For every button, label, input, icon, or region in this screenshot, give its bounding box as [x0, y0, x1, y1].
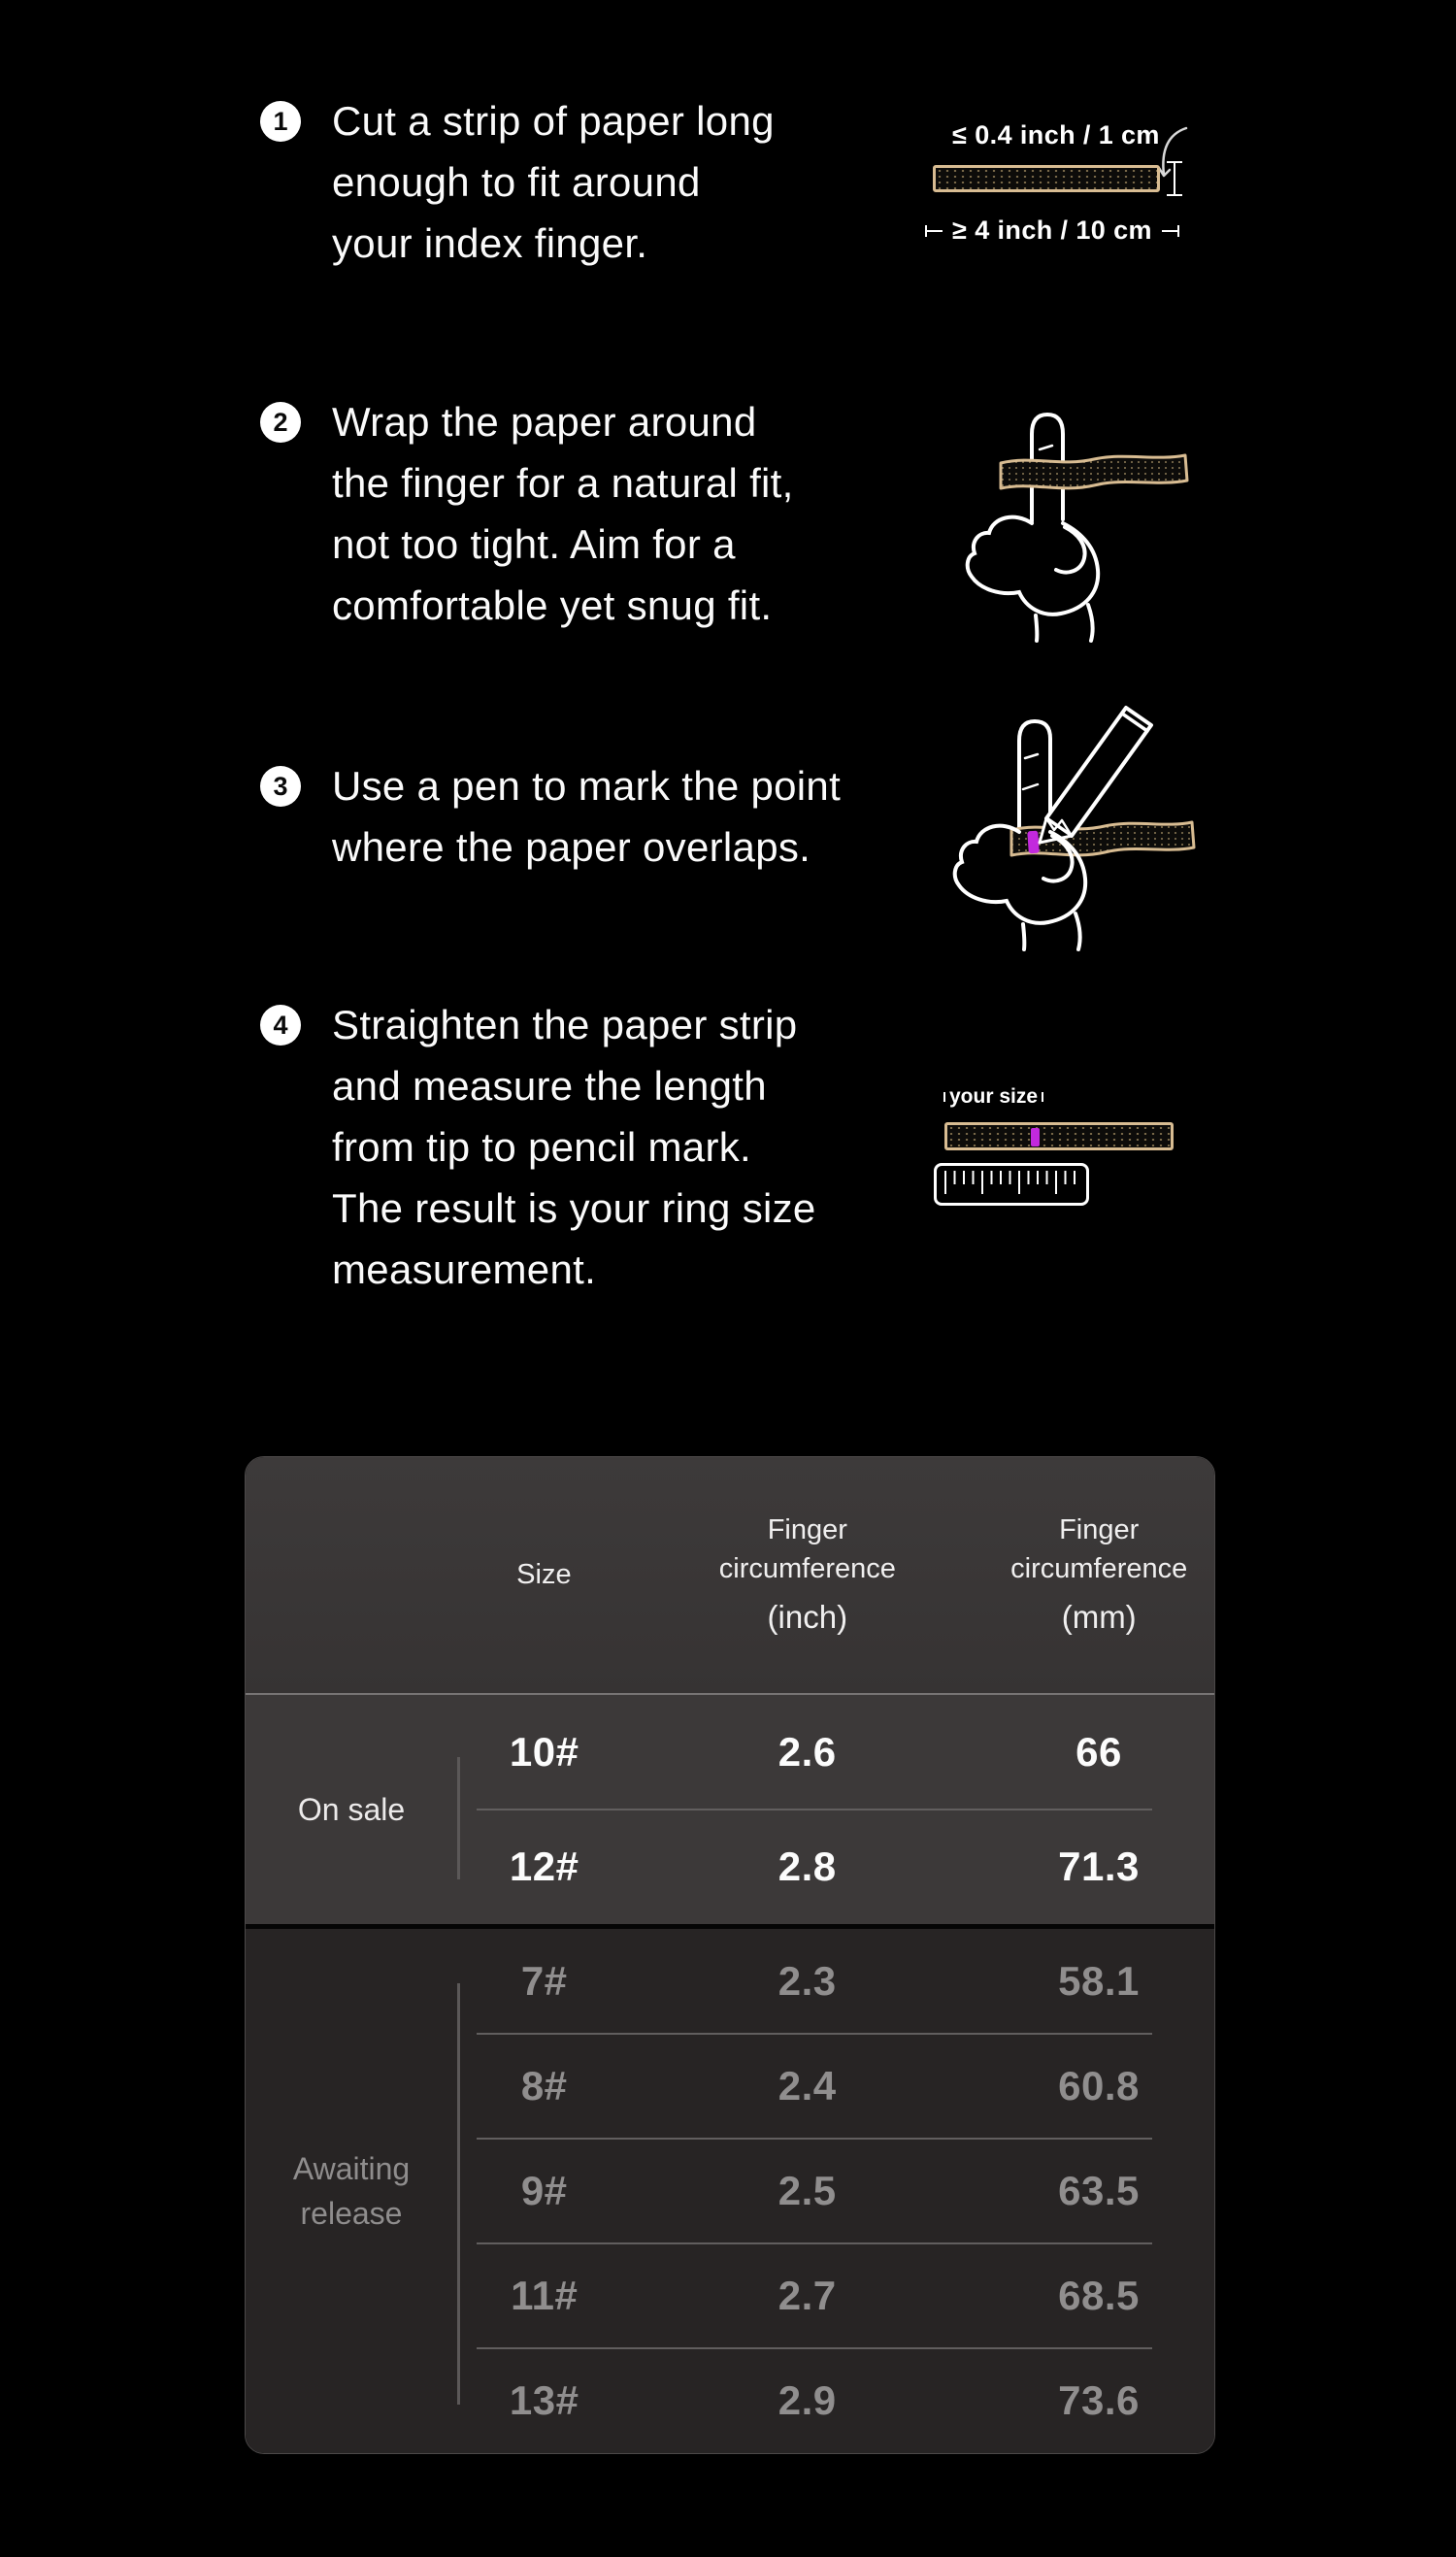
- cell-mm: 66: [1075, 1729, 1122, 1775]
- step-4-badge: 4: [260, 1005, 301, 1046]
- cell-inch: 2.3: [778, 1958, 837, 2004]
- cell-mm: 58.1: [1058, 1958, 1140, 2004]
- your-size-text: your size: [949, 1085, 1039, 1108]
- table-header: [246, 1457, 1214, 1695]
- step-4-line: and measure the length: [332, 1063, 767, 1109]
- ring-size-table: [245, 1456, 1215, 2454]
- pen-mark: [1027, 831, 1040, 854]
- cell-mm: 60.8: [1058, 2063, 1140, 2109]
- table-row: [457, 1695, 1214, 1810]
- step-1-badge: 1: [260, 101, 301, 142]
- cell-inch: 2.7: [778, 2273, 837, 2318]
- cell-inch: 2.5: [778, 2168, 837, 2213]
- awaiting-release-section: [246, 1929, 1214, 2453]
- hand-pen-illustration: [922, 673, 1208, 956]
- cell-size: 13#: [509, 2377, 579, 2423]
- cell-mm: 71.3: [1058, 1843, 1140, 1889]
- cell-mm: 63.5: [1058, 2168, 1140, 2213]
- on-sale-section: [246, 1695, 1214, 1924]
- col-header-mm: Finger circumference (mm): [1010, 1513, 1188, 1635]
- table-row: [457, 2139, 1214, 2243]
- step-3-badge: 3: [260, 766, 301, 807]
- ruler-icon: [934, 1163, 1089, 1206]
- table-row: [457, 2243, 1214, 2348]
- strip-width-label: ≤ 0.4 inch / 1 cm: [952, 120, 1160, 149]
- step-4-text: [332, 994, 816, 1300]
- step-2-line: not too tight. Aim for a: [332, 521, 736, 567]
- step-2-text: [332, 391, 794, 636]
- ruler-ticks-long: [944, 1171, 1078, 1194]
- pen-mark: [1031, 1128, 1040, 1146]
- cell-inch: 2.9: [778, 2377, 837, 2423]
- cell-inch: 2.8: [778, 1843, 837, 1889]
- group-label-on-sale: On sale: [297, 1791, 406, 1827]
- cell-size: 12#: [509, 1843, 579, 1889]
- table-row: [457, 2348, 1214, 2453]
- strip-length-label: [925, 216, 1179, 246]
- table-row: [457, 2034, 1214, 2139]
- paper-strip: [933, 165, 1160, 192]
- step-4-line: The result is your ring size: [332, 1185, 816, 1231]
- cell-size: 7#: [520, 1958, 568, 2004]
- your-size-label: [943, 1085, 1039, 1109]
- step-4-line: from tip to pencil mark.: [332, 1124, 751, 1170]
- cell-mm: 73.6: [1058, 2377, 1140, 2423]
- cell-size: 10#: [509, 1729, 579, 1775]
- table-row: [457, 1929, 1214, 2034]
- strip-length-text: ≥ 4 inch / 10 cm: [952, 216, 1152, 245]
- step-3-line: Use a pen to mark the point: [332, 763, 842, 809]
- step-2-line: the finger for a natural fit,: [332, 460, 794, 506]
- step-1-line: Cut a strip of paper long: [332, 98, 775, 144]
- paper-strip-illustration: [920, 115, 1221, 260]
- measure-strip-illustration: [922, 1085, 1223, 1212]
- col-header-size: Size: [516, 1559, 572, 1591]
- col-header-inch: Finger circumference (inch): [718, 1513, 896, 1635]
- cell-inch: 2.6: [778, 1729, 837, 1775]
- step-3-text: [332, 755, 841, 878]
- step-1-line: your index finger.: [332, 220, 648, 266]
- cell-size: 11#: [511, 2273, 579, 2318]
- step-1-line: enough to fit around: [332, 159, 701, 205]
- height-indicator-icon: [1167, 161, 1182, 196]
- step-3-line: where the paper overlaps.: [332, 824, 811, 870]
- group-label-awaiting-release: Awaiting release: [292, 2150, 411, 2231]
- table-row: [457, 1810, 1214, 1924]
- measure-line-right: [1162, 230, 1179, 232]
- paper-strip-marked: [944, 1122, 1174, 1150]
- measure-line-left: [925, 230, 943, 232]
- step-4-line: measurement.: [332, 1246, 597, 1292]
- step-2-line: Wrap the paper around: [332, 399, 757, 445]
- cell-inch: 2.4: [778, 2063, 837, 2109]
- step-2-badge: 2: [260, 402, 301, 443]
- cell-size: 9#: [520, 2168, 568, 2213]
- cell-mm: 68.5: [1058, 2273, 1140, 2318]
- step-4-line: Straighten the paper strip: [332, 1002, 798, 1047]
- cell-size: 8#: [520, 2063, 568, 2109]
- step-2-line: comfortable yet snug fit.: [332, 582, 773, 628]
- step-1-text: [332, 90, 775, 274]
- hand-wrap-illustration: [946, 401, 1194, 644]
